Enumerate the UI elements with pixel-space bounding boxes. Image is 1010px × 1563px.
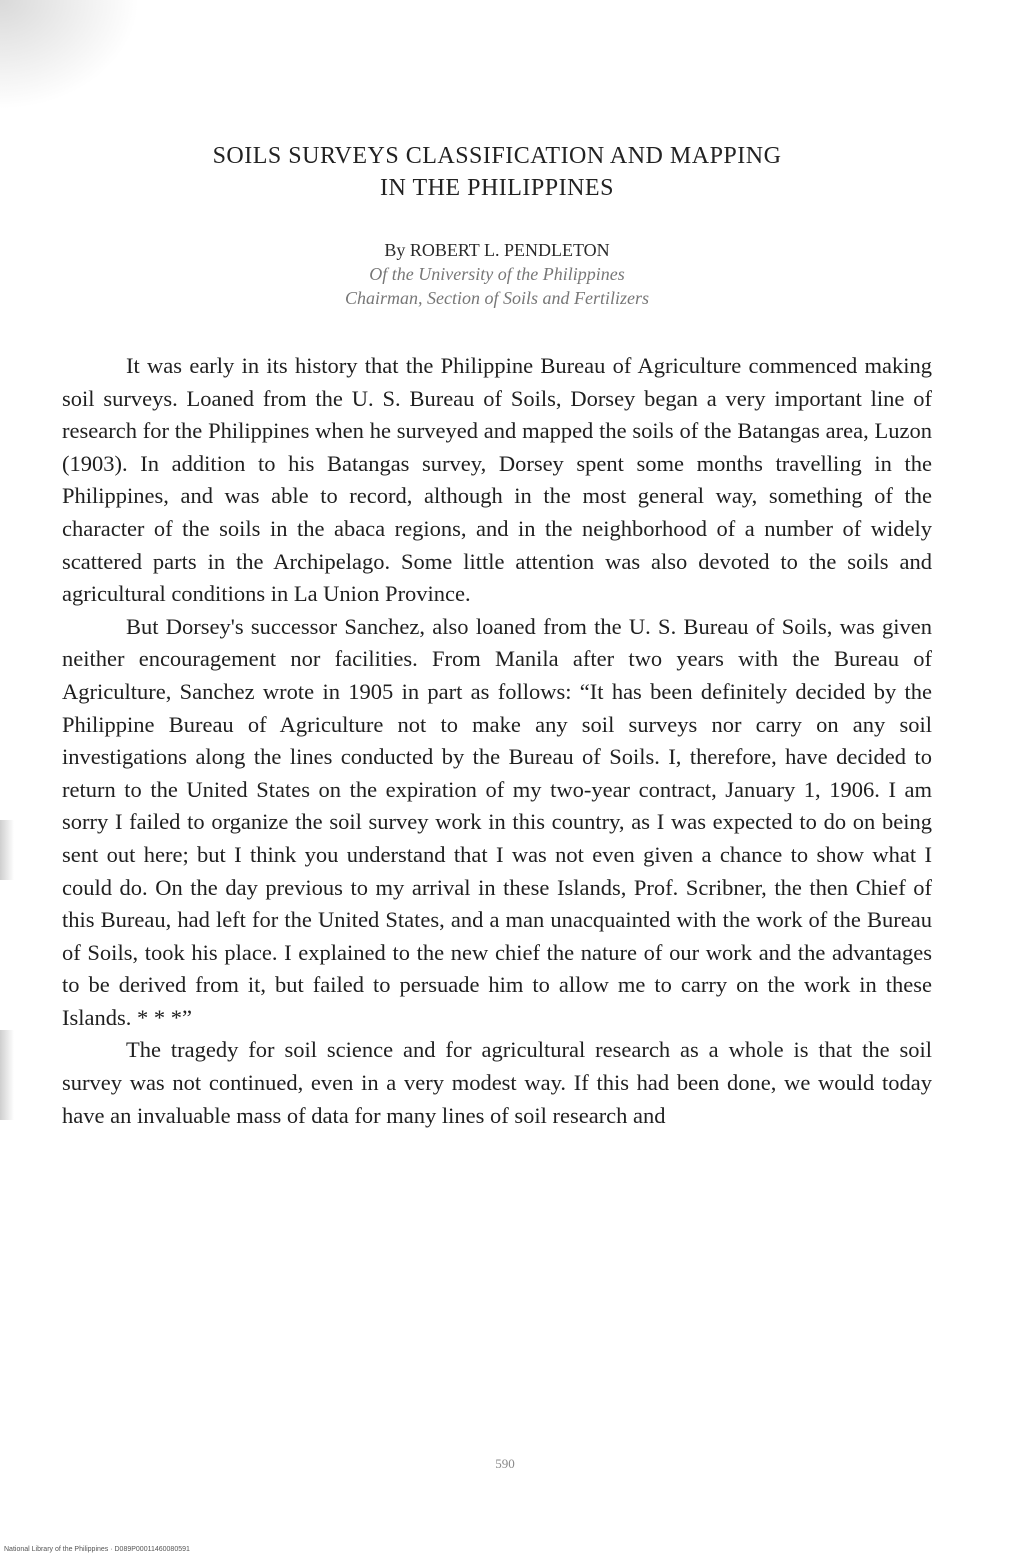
paragraph: It was early in its history that the Philippine Bureau of Agriculture commenced making soil surveys. Loaned from the U. S. Bureau of Soils, Dorsey began a very important line of research for the Philippines when he surveyed and mapped the soils of the Batangas area, Luzon (1903). In addition to his Batangas survey, Dorsey spent some months travelling in the Philippines, and was able to record, although in the most general way, something of the character of the soils in the abaca regions, and in the neighborhood of a number of widely scattered parts in the Archipelago. Some little attention was also devoted to the soils and agricultural conditions in La Union Province. (62, 353, 932, 607)
scan-edge-shadow (0, 0, 140, 110)
paragraph: But Dorsey's successor Sanchez, also loaned from the U. S. Bureau of Soils, was given neither encouragement nor facilities. From Manila after two years with the Bureau of Agriculture, Sanchez wrote in 1905 in part as follows: “It has been definitely decided by the Philippine Bureau of Agriculture not to make any soil surveys nor carry on any soil investigations along the lines conducted by the Bureau of Soils. I, therefore, have decided to return to the United States on the expiration of my two-year contract, January 1, 1906. I am sorry I failed to organize the soil survey work in this country, as I was expected to do on being sent out here; but I think you understand that I was not even given a chance to show what I could do. On the day previous to my arrival in these Islands, Prof. Scribner, the then Chief of this Bureau, had left for the United States, and a man unacquainted with the work of the Bureau of Soils, took his place. I explained to the new chief the nature of our work and the advantages to be derived from it, but failed to persuade him to allow me to carry on the work in these Islands. * * *” (62, 613, 932, 1030)
scan-edge-mark (0, 1030, 14, 1120)
document-page (62, 140, 932, 1132)
scan-edge-mark (0, 820, 14, 880)
title-line-2: IN THE PHILIPPINES (380, 175, 614, 201)
article-body (62, 350, 932, 1132)
author-name: By ROBERT L. PENDLETON (384, 240, 610, 260)
byline (62, 238, 932, 310)
library-footer: National Library of the Philippines · D089P00011460080591 (4, 1546, 190, 1553)
article-title (62, 140, 932, 204)
page-number: 590 (495, 1456, 515, 1471)
title-line-1: SOILS SURVEYS CLASSIFICATION AND MAPPING (212, 143, 782, 169)
author-affiliation: Of the University of the Philippines (369, 264, 625, 284)
author-position: Chairman, Section of Soils and Fertilizers (345, 288, 649, 308)
paragraph: The tragedy for soil science and for agricultural research as a whole is that the soil survey was not continued, even in a very modest way. If this had been done, we would today have an invaluable mass of data for many lines of soil research and (62, 1037, 932, 1128)
